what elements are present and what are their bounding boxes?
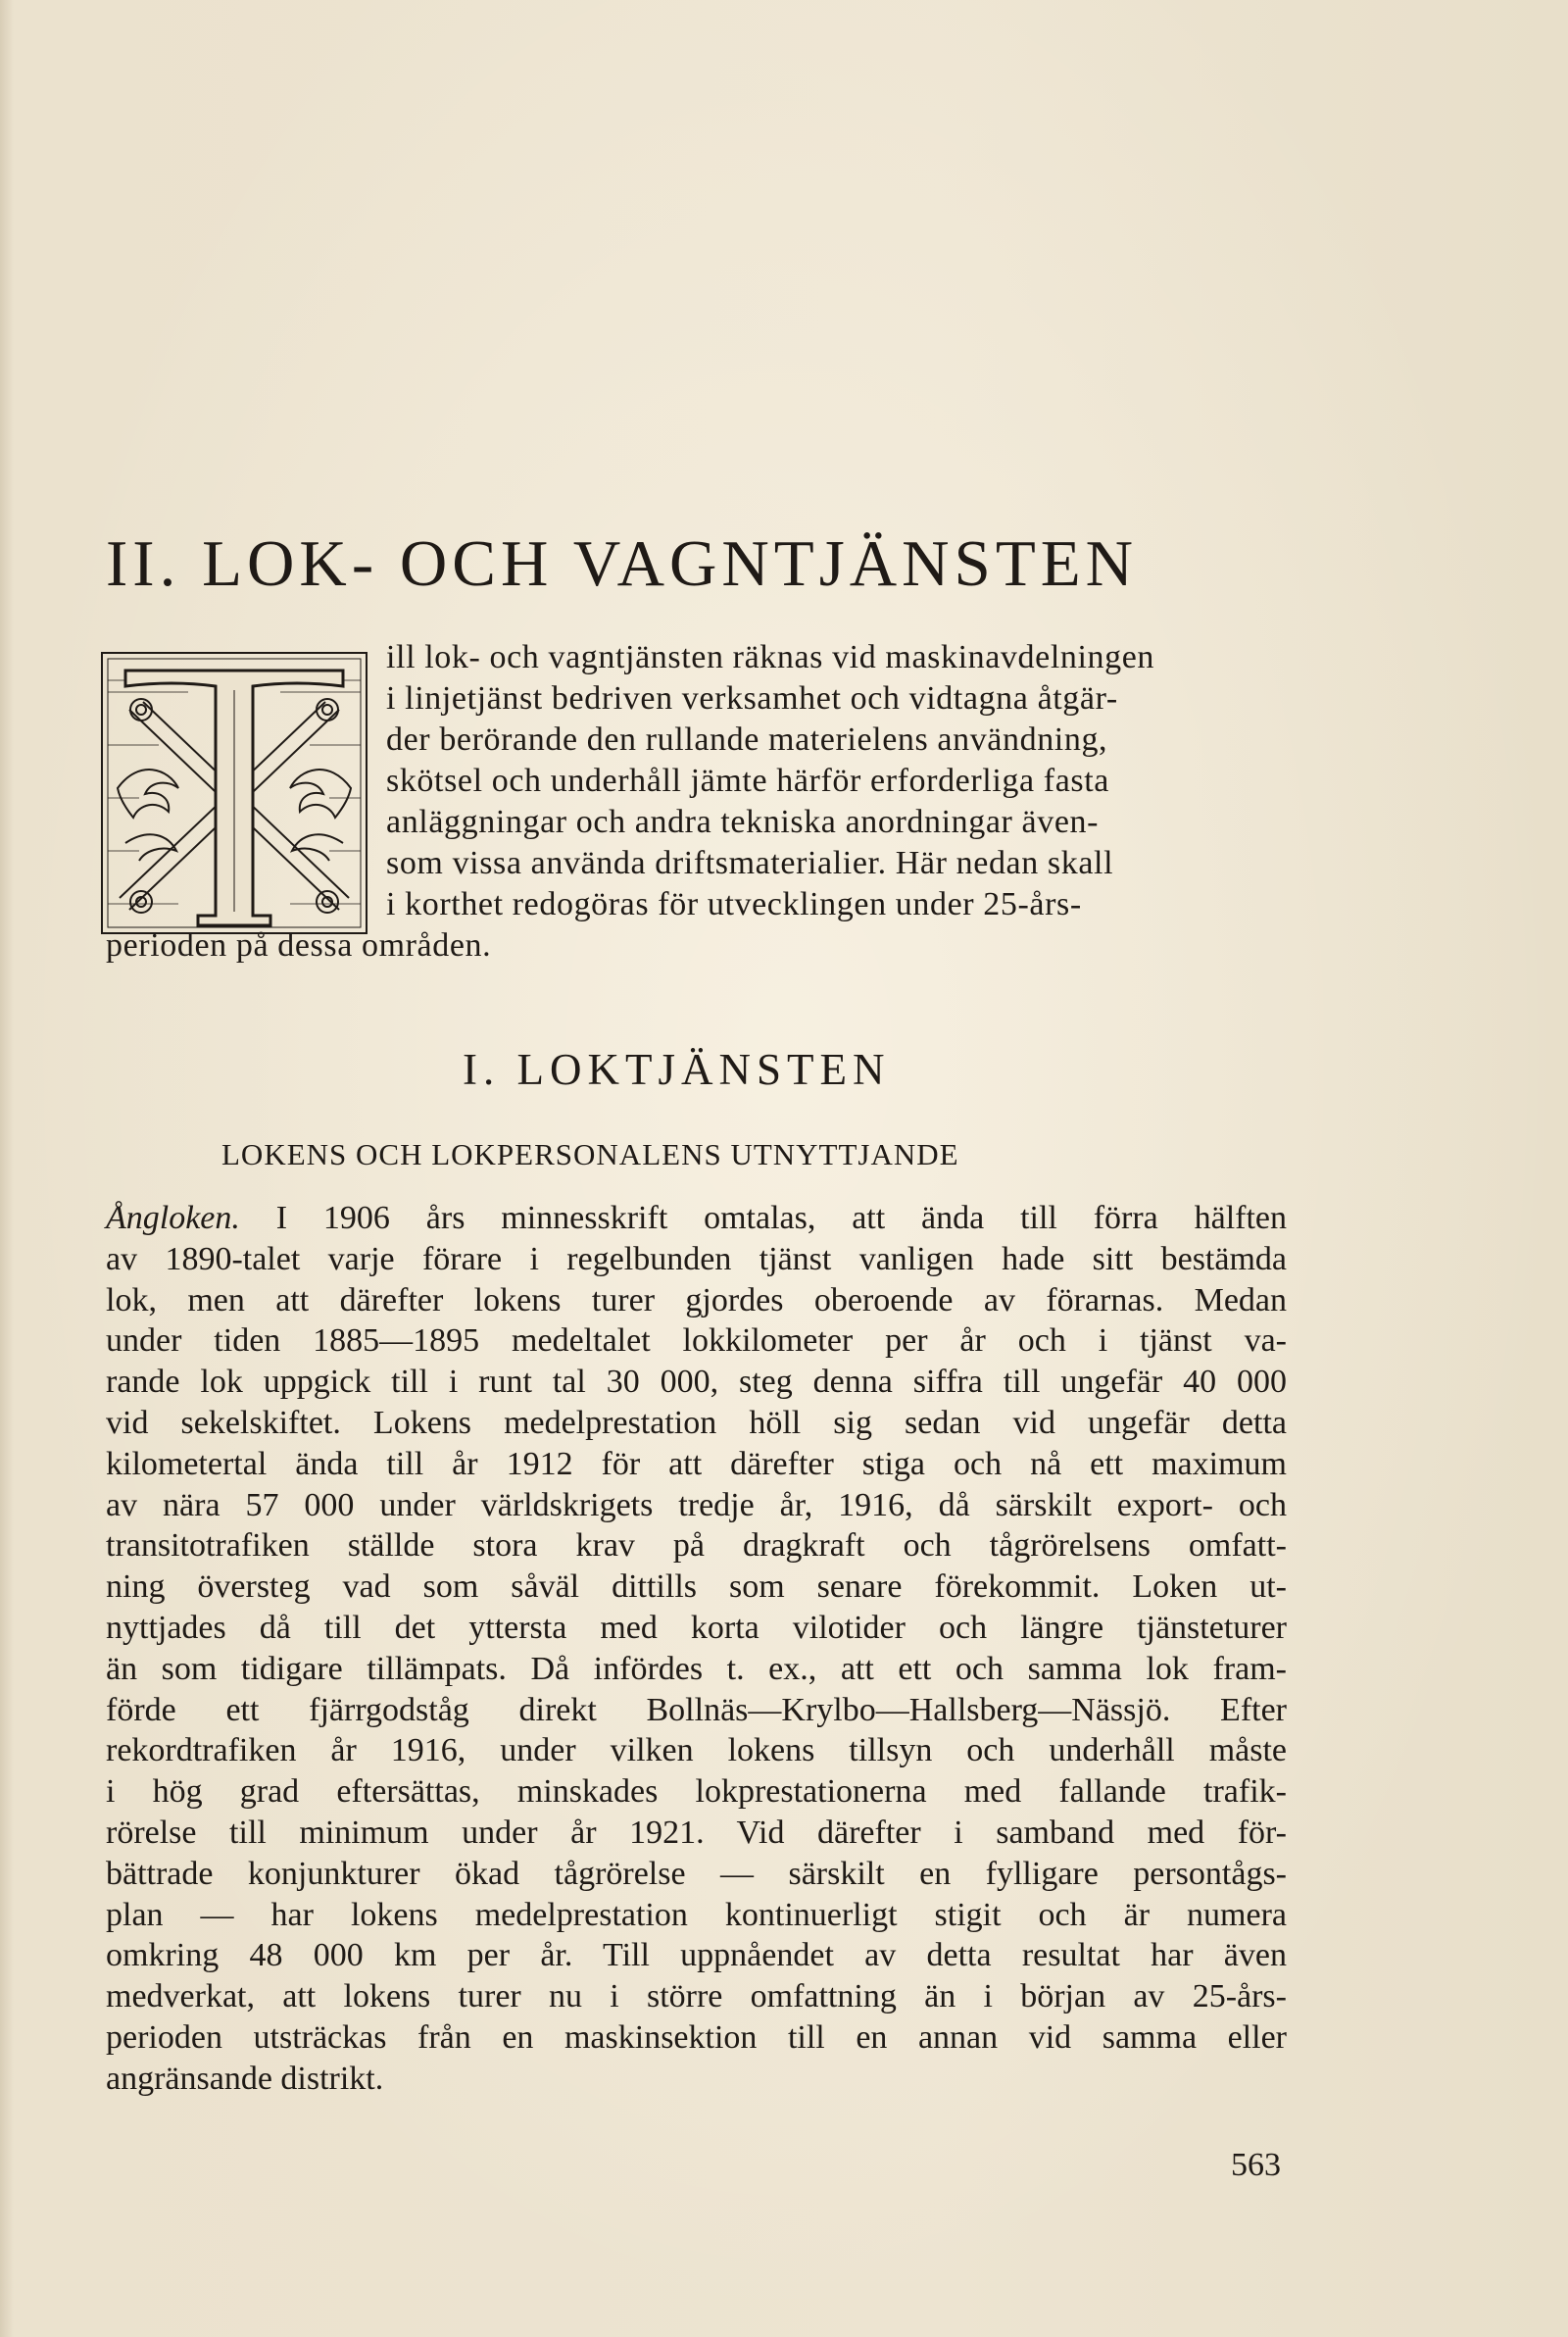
body-line	[106, 1198, 1287, 1239]
intro-line: der berörande den rullande materielens användning,	[386, 721, 1108, 758]
ornamental-initial-graphic	[100, 651, 368, 935]
intro-line: i linjetjänst bedriven verksamhet och vidtagna åtgär-	[386, 680, 1118, 717]
intro-line: i korthet redogöras för utvecklingen under 25-års-	[386, 886, 1082, 922]
body-line: vid sekelskiftet. Lokens medelprestation höll sig sedan vid ungefär detta	[106, 1405, 1287, 1441]
body-line: rekordtrafiken år 1916, under vilken lokens tillsyn och underhåll måste	[106, 1732, 1287, 1769]
body-line: medverkat, att lokens turer nu i större omfattning än i början av 25-års-	[106, 1978, 1287, 2015]
body-line: nyttjades då till det yttersta med korta vilotider och längre tjänsteturer	[106, 1610, 1287, 1646]
decorated-initial-t	[100, 651, 368, 935]
body-line: av nära 57 000 under världskrigets tredje år, 1916, då särskilt export- och	[106, 1486, 1287, 1523]
body-line: angränsande distrikt.	[106, 2060, 384, 2097]
body-line: omkring 48 000 km per år. Till uppnåendet av detta resultat har även	[106, 1937, 1287, 1974]
body-line: transitotrafiken ställde stora krav på dragkraft och tågrörelsens omfatt-	[106, 1527, 1287, 1565]
body-line: plan — har lokens medelprestation kontinuerligt stigit och är numera	[106, 1896, 1287, 1933]
body-line: kilometertal ända till år 1912 för att därefter stiga och nå ett maximum	[106, 1445, 1287, 1482]
intro-line: ill lok- och vagntjänsten räknas vid maskinavdelningen	[386, 639, 1155, 675]
body-line: av 1890-talet varje förare i regelbunden tjänst vanligen hade sitt bestämda	[106, 1240, 1287, 1277]
intro-line: skötsel och underhåll jämte härför erforderliga fasta	[386, 763, 1109, 799]
body-line: förde ett fjärrgodståg direkt Bollnäs—Krylbo—Hallsberg—Nässjö. Efter	[106, 1691, 1287, 1728]
intro-line: som vissa använda driftsmaterialier. Här nedan skall	[386, 845, 1114, 881]
body-line: rande lok uppgick till i runt tal 30 000, steg denna siffra till ungefär 40 000	[106, 1364, 1287, 1401]
body-line: under tiden 1885—1895 medeltalet lokkilometer per år och i tjänst va-	[106, 1322, 1287, 1360]
intro-line: perioden på dessa områden.	[106, 927, 492, 964]
body-line: perioden utsträckas från en maskinsektion till en annan vid samma eller	[106, 2019, 1287, 2056]
body-line: bättrade konjunkturer ökad tågrörelse — särskilt en fylligare persontågs-	[106, 1855, 1287, 1892]
lead-in-heading: Ångloken.	[106, 1200, 240, 1236]
body-line: ning översteg vad som såväl dittills som senare förekommit. Loken ut-	[106, 1568, 1287, 1606]
body-line: i hög grad eftersättas, minskades lokprestationerna med fallande trafik-	[106, 1773, 1287, 1811]
body-line-text: I 1906 års minnesskrift omtalas, att ända till förra hälften	[275, 1200, 1288, 1236]
body-line: rörelse till minimum under år 1921. Vid därefter i samband med för-	[106, 1815, 1287, 1851]
body-line: än som tidigare tillämpats. Då infördes t. ex., att ett och samma lok fram-	[106, 1650, 1287, 1687]
section-title: I. LOKTJÄNSTEN	[463, 1045, 891, 1094]
page-number: 563	[1231, 2147, 1281, 2183]
body-line: lok, men att därefter lokens turer gjordes oberoende av förarnas. Medan	[106, 1281, 1287, 1318]
intro-line: anläggningar och andra tekniska anordningar även-	[386, 804, 1100, 840]
chapter-title: II. LOK- OCH VAGNTJÄNSTEN	[106, 527, 1139, 600]
subsection-title: LOKENS OCH LOKPERSONALENS UTNYTTJANDE	[221, 1137, 959, 1171]
